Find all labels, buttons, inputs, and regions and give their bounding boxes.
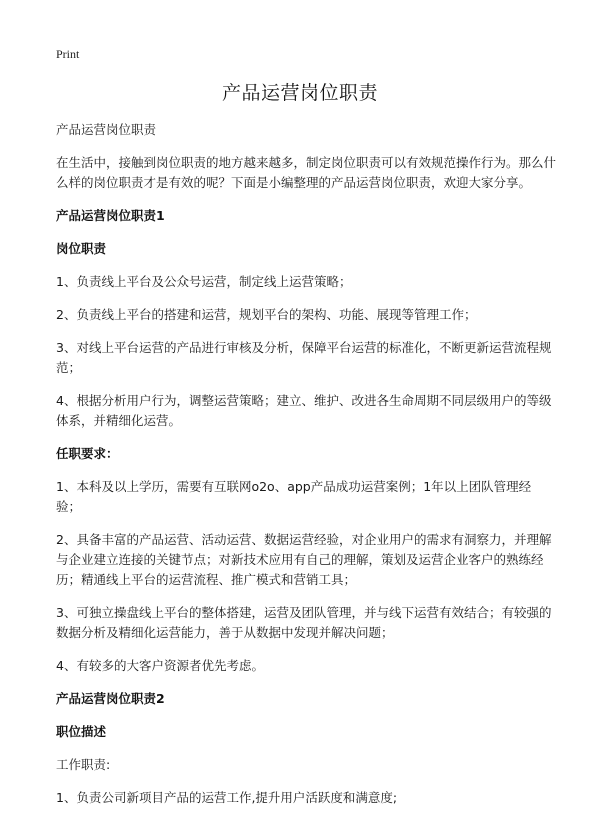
duties-heading: 岗位职责	[56, 241, 107, 256]
requirements-heading: 任职要求：	[56, 446, 119, 461]
job-description-heading: 职位描述	[56, 724, 107, 739]
print-label: Print	[56, 47, 80, 61]
requirement-item: 2、具备丰富的产品运营、活动运营、数据运营经验，对企业用户的需求有洞察力，并理解与企业建立连接的关键节点；对新技术应用有自己的理解，策划及运营企业客户的熟练经历；精通线上平台的运营流程、推广模式和营销工具；	[56, 532, 552, 587]
work-item: 1、负责公司新项目产品的运营工作,提升用户活跃度和满意度;	[56, 790, 398, 805]
requirement-item: 4、有较多的大客户资源者优先考虑。	[56, 658, 264, 673]
document-title: 产品运营岗位职责	[221, 82, 378, 104]
document-subtitle: 产品运营岗位职责	[56, 122, 157, 137]
duty-item: 2、负责线上平台的搭建和运营，规划平台的架构、功能、展现等管理工作；	[56, 307, 477, 322]
section1-title: 产品运营岗位职责1	[56, 208, 165, 223]
duty-item: 1、负责线上平台及公众号运营，制定线上运营策略；	[56, 274, 352, 289]
document-body	[56, 120, 556, 821]
section2-title: 产品运营岗位职责2	[56, 691, 165, 706]
work-label: 工作职责:	[56, 757, 111, 772]
intro-paragraph: 在生活中，接触到岗位职责的地方越来越多，制定岗位职责可以有效规范操作行为。那么什么样的岗位职责才是有效的呢？下面是小编整理的产品运营岗位职责，欢迎大家分享。	[56, 155, 557, 190]
requirement-item: 3、可独立操盘线上平台的整体搭建，运营及团队管理，并与线下运营有效结合；有较强的数据分析及精细化运营能力，善于从数据中发现并解决问题；	[56, 605, 552, 640]
duty-item: 4、根据分析用户行为，调整运营策略；建立、维护、改进各生命周期不同层级用户的等级体系，并精细化运营。	[56, 393, 552, 428]
requirement-item: 1、本科及以上学历，需要有互联网o2o、app产品成功运营案例；1年以上团队管理经验；	[56, 479, 532, 514]
duty-item: 3、对线上平台运营的产品进行审核及分析，保障平台运营的标准化，不断更新运营流程规范；	[56, 340, 552, 375]
